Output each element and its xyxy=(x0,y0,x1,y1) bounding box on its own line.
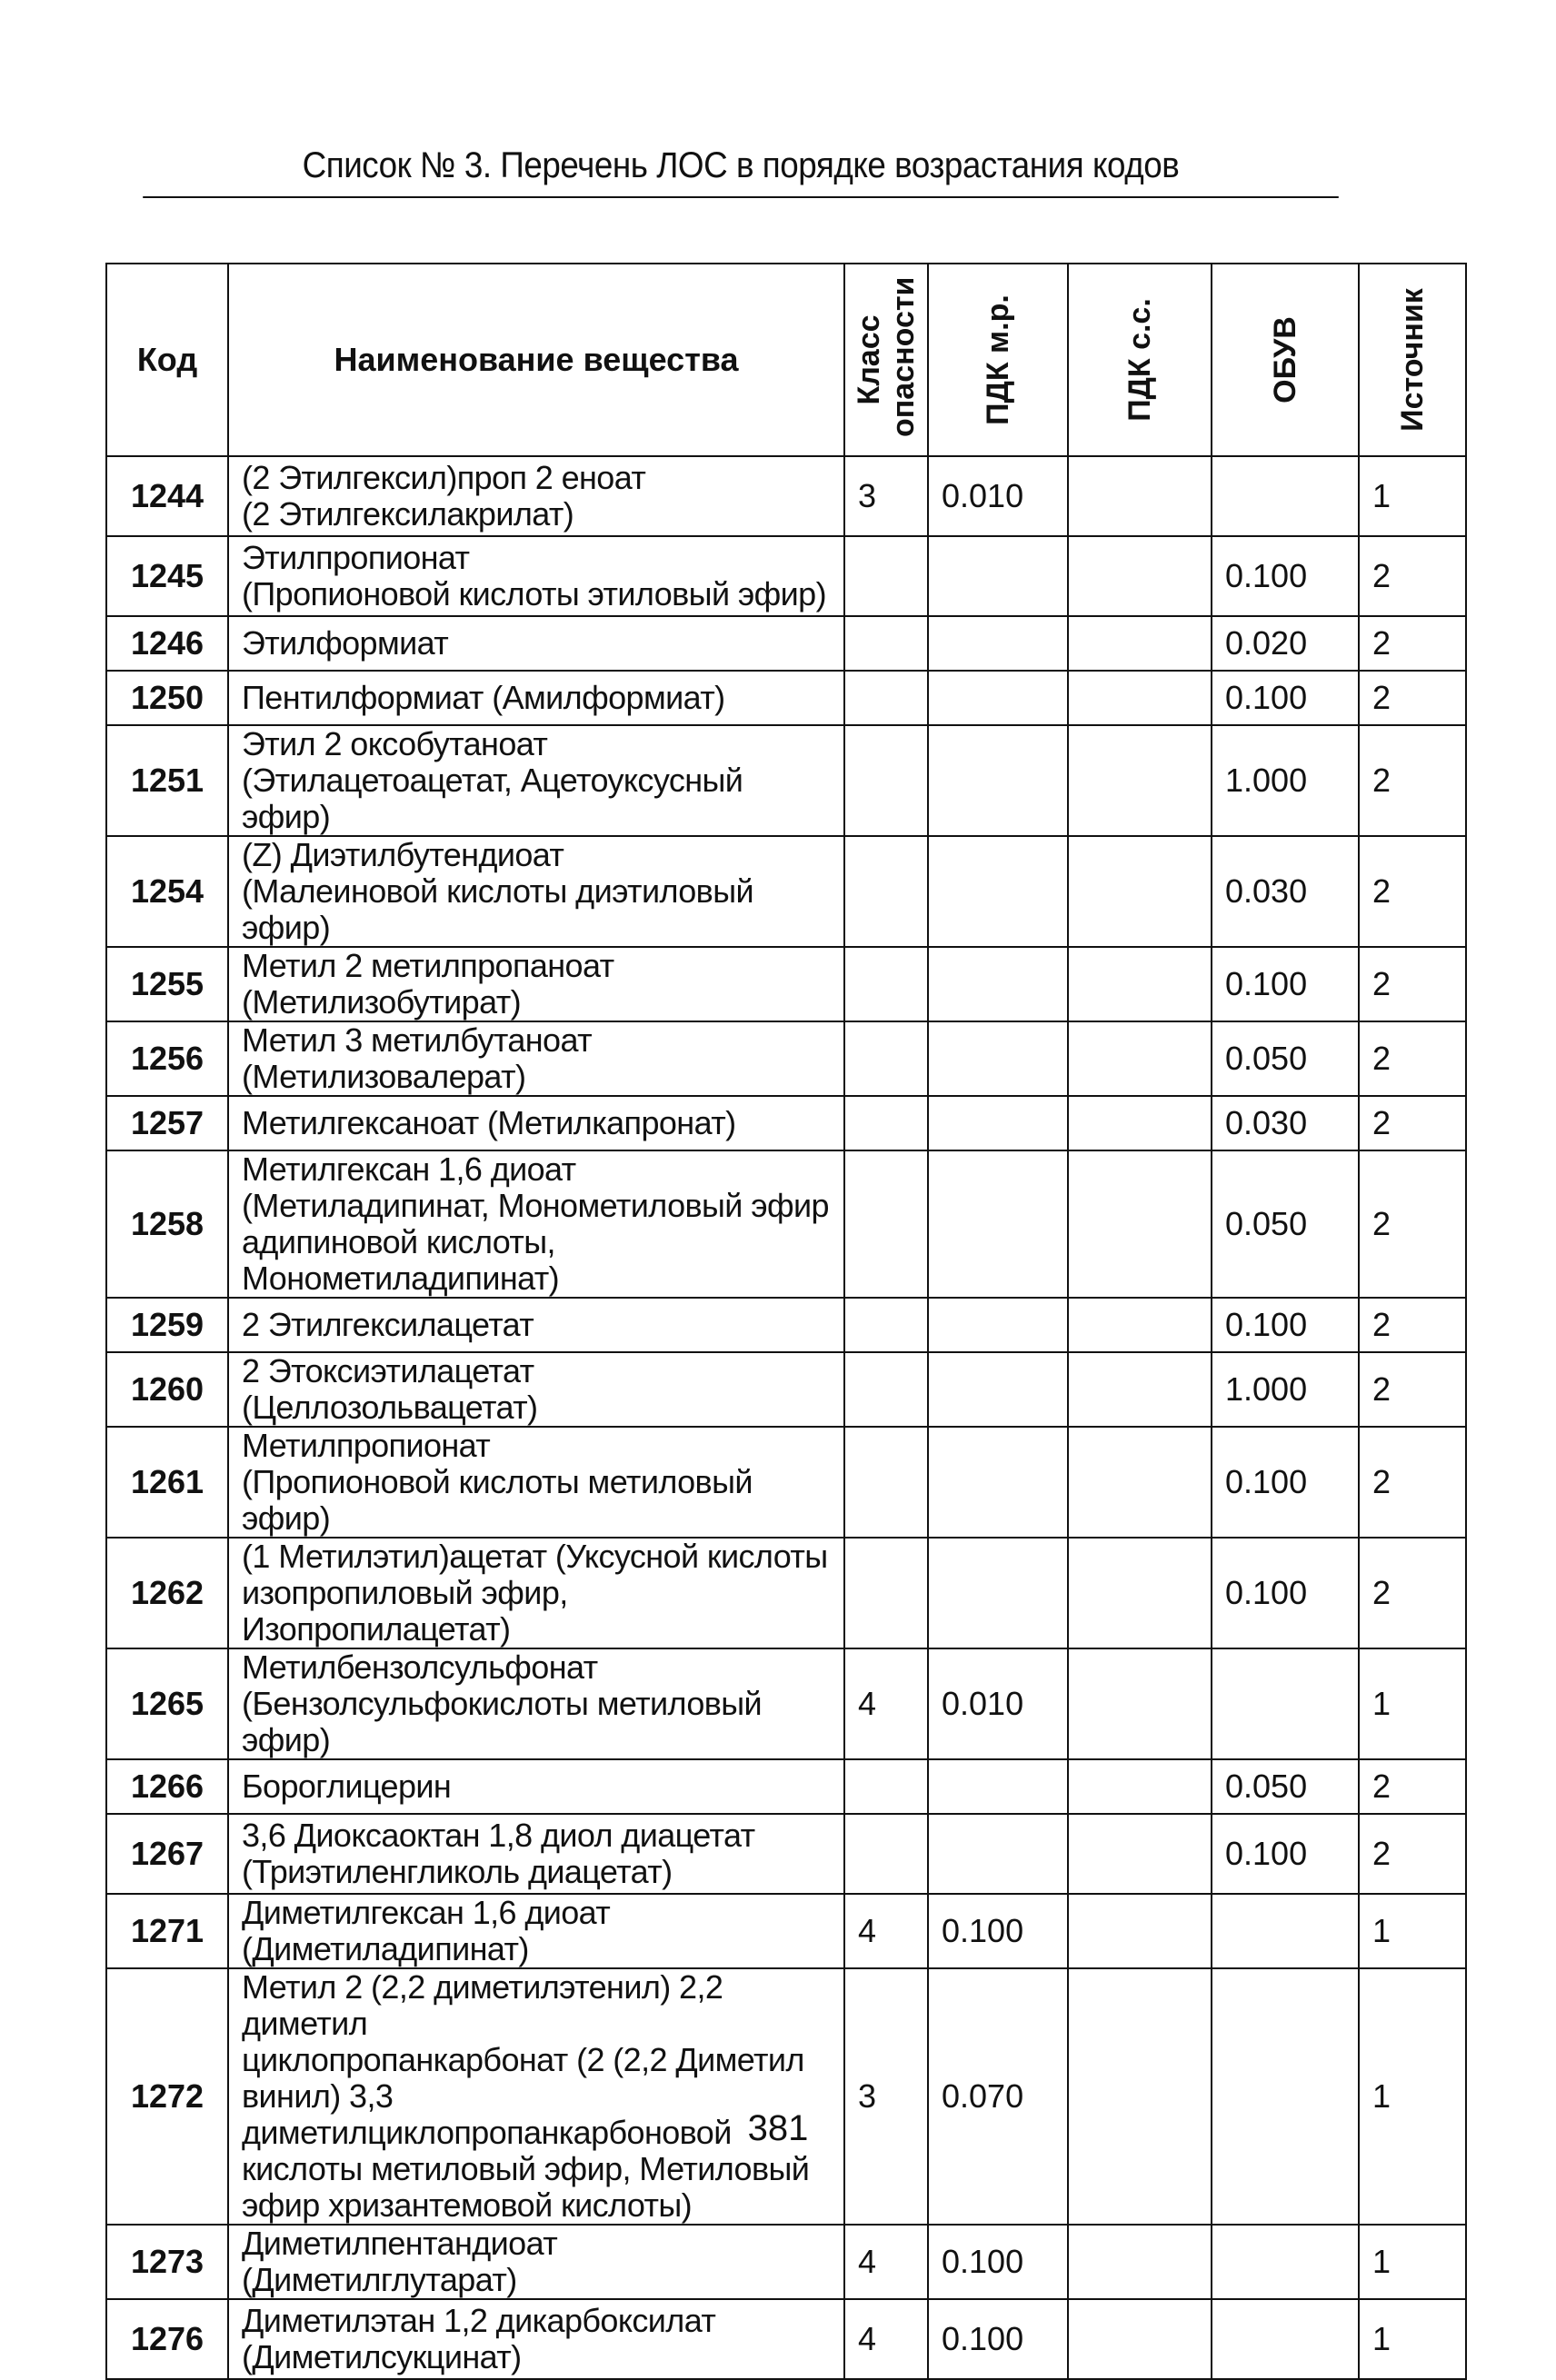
cell-hazard-class: 4 xyxy=(844,2225,928,2299)
cell-hazard-class xyxy=(844,725,928,836)
header-source-label: Источник xyxy=(1395,288,1430,432)
cell-hazard-class xyxy=(844,671,928,725)
cell-source: 2 xyxy=(1359,1352,1466,1427)
cell-hazard-class xyxy=(844,836,928,947)
cell-source: 1 xyxy=(1359,1648,1466,1759)
cell-hazard-class: 4 xyxy=(844,1894,928,1968)
cell-pdk-mr: 0.100 xyxy=(928,1894,1068,1968)
cell-obuv xyxy=(1212,2225,1359,2299)
table-row xyxy=(106,947,1466,1021)
cell-pdk-ss xyxy=(1068,1352,1212,1427)
cell-obuv: 0.030 xyxy=(1212,1096,1359,1150)
cell-pdk-mr xyxy=(928,1096,1068,1150)
cell-source: 1 xyxy=(1359,1968,1466,2225)
cell-pdk-mr xyxy=(928,725,1068,836)
cell-pdk-mr xyxy=(928,616,1068,671)
cell-obuv: 0.100 xyxy=(1212,536,1359,616)
header-name: Наименование вещества xyxy=(228,264,844,456)
cell-source: 2 xyxy=(1359,1759,1466,1814)
cell-hazard-class xyxy=(844,1096,928,1150)
cell-name: 3,6 Диоксаоктан 1,8 диол диацетат (Триэтиленгликоль диацетат) xyxy=(228,1814,844,1894)
cell-source: 2 xyxy=(1359,1298,1466,1352)
header-pdk-mr xyxy=(928,264,1068,456)
cell-name: Метилгексан 1,6 диоат (Метиладипинат, Монометиловый эфир адипиновой кислоты, Монометиладипинат) xyxy=(228,1150,844,1298)
cell-pdk-ss xyxy=(1068,947,1212,1021)
table-row xyxy=(106,456,1466,536)
cell-code: 1266 xyxy=(106,1759,228,1814)
table-row xyxy=(106,1021,1466,1096)
table-header-row xyxy=(106,264,1466,456)
cell-obuv: 1.000 xyxy=(1212,725,1359,836)
cell-pdk-ss xyxy=(1068,456,1212,536)
cell-name: Этил 2 оксобутаноат (Этилацетоацетат, Ацетоуксусный эфир) xyxy=(228,725,844,836)
cell-code: 1259 xyxy=(106,1298,228,1352)
cell-obuv xyxy=(1212,1968,1359,2225)
cell-name: Метилбензолсульфонат (Бензолсульфокислоты метиловый эфир) xyxy=(228,1648,844,1759)
cell-hazard-class xyxy=(844,1298,928,1352)
cell-pdk-mr xyxy=(928,1352,1068,1427)
header-obuv xyxy=(1212,264,1359,456)
cell-name: Диметилэтан 1,2 дикарбоксилат (Диметилсукцинат) xyxy=(228,2299,844,2379)
cell-pdk-ss xyxy=(1068,1814,1212,1894)
cell-source: 2 xyxy=(1359,725,1466,836)
cell-hazard-class xyxy=(844,616,928,671)
cell-pdk-ss xyxy=(1068,1021,1212,1096)
header-pdk-ss-label: ПДК с.с. xyxy=(1122,298,1157,422)
cell-code: 1260 xyxy=(106,1352,228,1427)
cell-source: 2 xyxy=(1359,616,1466,671)
cell-pdk-mr xyxy=(928,1150,1068,1298)
cell-obuv: 0.100 xyxy=(1212,947,1359,1021)
cell-name: Бороглицерин xyxy=(228,1759,844,1814)
table-row xyxy=(106,1096,1466,1150)
substances-table xyxy=(105,263,1467,2380)
cell-name: Метил 3 метилбутаноат (Метилизовалерат) xyxy=(228,1021,844,1096)
table-row xyxy=(106,1352,1466,1427)
cell-obuv xyxy=(1212,1648,1359,1759)
table-row xyxy=(106,2299,1466,2379)
cell-code: 1245 xyxy=(106,536,228,616)
cell-source: 2 xyxy=(1359,1096,1466,1150)
cell-pdk-ss xyxy=(1068,1298,1212,1352)
header-pdk-ss xyxy=(1068,264,1212,456)
cell-pdk-mr xyxy=(928,1427,1068,1538)
cell-pdk-ss xyxy=(1068,1968,1212,2225)
cell-code: 1251 xyxy=(106,725,228,836)
cell-pdk-mr xyxy=(928,1759,1068,1814)
cell-code: 1258 xyxy=(106,1150,228,1298)
cell-name: Метилгексаноат (Метилкапронат) xyxy=(228,1096,844,1150)
cell-code: 1262 xyxy=(106,1538,228,1648)
cell-obuv: 0.050 xyxy=(1212,1759,1359,1814)
header-hazard-class-label: Класс опасности xyxy=(852,276,921,437)
cell-source: 2 xyxy=(1359,947,1466,1021)
cell-pdk-ss xyxy=(1068,725,1212,836)
cell-pdk-ss xyxy=(1068,2225,1212,2299)
cell-pdk-mr xyxy=(928,947,1068,1021)
cell-pdk-mr xyxy=(928,1298,1068,1352)
cell-obuv xyxy=(1212,1894,1359,1968)
cell-pdk-ss xyxy=(1068,616,1212,671)
cell-source: 1 xyxy=(1359,2299,1466,2379)
cell-obuv: 1.000 xyxy=(1212,1352,1359,1427)
cell-code: 1273 xyxy=(106,2225,228,2299)
cell-obuv: 0.100 xyxy=(1212,1814,1359,1894)
cell-pdk-mr: 0.100 xyxy=(928,2225,1068,2299)
table-row xyxy=(106,1814,1466,1894)
cell-pdk-mr xyxy=(928,1538,1068,1648)
cell-hazard-class: 4 xyxy=(844,1648,928,1759)
table-row xyxy=(106,836,1466,947)
cell-name: Метил 2 (2,2 диметилэтенил) 2,2 диметил циклопропанкарбонат (2 (2,2 Диметил винил) 3,3 диметилциклопропанкарбоновой кислоты метиловый эфир, Метиловый эфир хризантемовой кислоты) xyxy=(228,1968,844,2225)
cell-name: Этилформиат xyxy=(228,616,844,671)
cell-source: 2 xyxy=(1359,1538,1466,1648)
cell-hazard-class: 3 xyxy=(844,1968,928,2225)
cell-hazard-class xyxy=(844,1427,928,1538)
cell-code: 1261 xyxy=(106,1427,228,1538)
cell-source: 1 xyxy=(1359,2225,1466,2299)
cell-hazard-class xyxy=(844,947,928,1021)
header-source xyxy=(1359,264,1466,456)
cell-name: Пентилформиат (Амилформиат) xyxy=(228,671,844,725)
cell-code: 1255 xyxy=(106,947,228,1021)
cell-hazard-class xyxy=(844,536,928,616)
cell-code: 1246 xyxy=(106,616,228,671)
cell-name: Диметилпентандиоат (Диметилглутарат) xyxy=(228,2225,844,2299)
cell-hazard-class xyxy=(844,1352,928,1427)
cell-pdk-ss xyxy=(1068,1150,1212,1298)
cell-name: (Z) Диэтилбутендиоат (Малеиновой кислоты диэтиловый эфир) xyxy=(228,836,844,947)
cell-name: Этилпропионат (Пропионовой кислоты этиловый эфир) xyxy=(228,536,844,616)
cell-source: 2 xyxy=(1359,1427,1466,1538)
cell-code: 1254 xyxy=(106,836,228,947)
cell-name: Метил 2 метилпропаноат (Метилизобутират) xyxy=(228,947,844,1021)
cell-name: 2 Этилгексилацетат xyxy=(228,1298,844,1352)
cell-hazard-class: 3 xyxy=(844,456,928,536)
cell-source: 1 xyxy=(1359,456,1466,536)
cell-pdk-mr xyxy=(928,836,1068,947)
cell-pdk-ss xyxy=(1068,671,1212,725)
cell-obuv: 0.050 xyxy=(1212,1021,1359,1096)
table-row xyxy=(106,1648,1466,1759)
header-code: Код xyxy=(106,264,228,456)
cell-name: 2 Этоксиэтилацетат (Целлозольвацетат) xyxy=(228,1352,844,1427)
cell-obuv: 0.100 xyxy=(1212,1538,1359,1648)
header-pdk-mr-label: ПДК м.р. xyxy=(981,294,1015,425)
cell-code: 1276 xyxy=(106,2299,228,2379)
cell-code: 1250 xyxy=(106,671,228,725)
cell-code: 1272 xyxy=(106,1968,228,2225)
cell-hazard-class xyxy=(844,1021,928,1096)
cell-obuv: 0.050 xyxy=(1212,1150,1359,1298)
cell-obuv: 0.100 xyxy=(1212,1427,1359,1538)
page-title: Список № 3. Перечень ЛОС в порядке возрастания кодов xyxy=(143,145,1339,198)
cell-pdk-mr: 0.010 xyxy=(928,1648,1068,1759)
table-row xyxy=(106,536,1466,616)
cell-pdk-mr: 0.100 xyxy=(928,2299,1068,2379)
cell-name: (1 Метилэтил)ацетат (Уксусной кислоты изопропиловый эфир, Изопропилацетат) xyxy=(228,1538,844,1648)
cell-obuv xyxy=(1212,456,1359,536)
cell-pdk-ss xyxy=(1068,2299,1212,2379)
table-row xyxy=(106,1538,1466,1648)
cell-pdk-mr xyxy=(928,1021,1068,1096)
cell-pdk-ss xyxy=(1068,536,1212,616)
table-row xyxy=(106,1150,1466,1298)
cell-hazard-class: 4 xyxy=(844,2299,928,2379)
table-row xyxy=(106,1427,1466,1538)
cell-pdk-ss xyxy=(1068,836,1212,947)
cell-source: 2 xyxy=(1359,1021,1466,1096)
cell-pdk-ss xyxy=(1068,1648,1212,1759)
cell-pdk-ss xyxy=(1068,1538,1212,1648)
cell-hazard-class xyxy=(844,1150,928,1298)
cell-source: 2 xyxy=(1359,536,1466,616)
cell-code: 1256 xyxy=(106,1021,228,1096)
cell-pdk-mr xyxy=(928,536,1068,616)
table-row xyxy=(106,1894,1466,1968)
cell-pdk-ss xyxy=(1068,1894,1212,1968)
cell-pdk-mr xyxy=(928,1814,1068,1894)
cell-code: 1257 xyxy=(106,1096,228,1150)
cell-obuv: 0.030 xyxy=(1212,836,1359,947)
cell-hazard-class xyxy=(844,1538,928,1648)
cell-code: 1271 xyxy=(106,1894,228,1968)
cell-name: Диметилгексан 1,6 диоат (Диметиладипинат) xyxy=(228,1894,844,1968)
cell-name: (2 Этилгексил)проп 2 еноат (2 Этилгексилакрилат) xyxy=(228,456,844,536)
table-row xyxy=(106,671,1466,725)
cell-obuv: 0.100 xyxy=(1212,1298,1359,1352)
table-row xyxy=(106,1968,1466,2225)
cell-obuv: 0.020 xyxy=(1212,616,1359,671)
cell-code: 1265 xyxy=(106,1648,228,1759)
cell-hazard-class xyxy=(844,1814,928,1894)
cell-pdk-mr: 0.010 xyxy=(928,456,1068,536)
cell-source: 2 xyxy=(1359,836,1466,947)
cell-hazard-class xyxy=(844,1759,928,1814)
cell-pdk-mr: 0.070 xyxy=(928,1968,1068,2225)
cell-source: 2 xyxy=(1359,1150,1466,1298)
cell-pdk-ss xyxy=(1068,1427,1212,1538)
cell-pdk-ss xyxy=(1068,1096,1212,1150)
table-body xyxy=(106,456,1466,2379)
page-number: 381 xyxy=(747,2108,809,2148)
cell-source: 2 xyxy=(1359,671,1466,725)
cell-obuv: 0.100 xyxy=(1212,671,1359,725)
table-row xyxy=(106,725,1466,836)
cell-obuv xyxy=(1212,2299,1359,2379)
cell-code: 1267 xyxy=(106,1814,228,1894)
cell-name: Метилпропионат (Пропионовой кислоты метиловый эфир) xyxy=(228,1427,844,1538)
table-row xyxy=(106,1298,1466,1352)
cell-pdk-mr xyxy=(928,671,1068,725)
cell-pdk-ss xyxy=(1068,1759,1212,1814)
cell-source: 1 xyxy=(1359,1894,1466,1968)
table-row xyxy=(106,616,1466,671)
table-row xyxy=(106,2225,1466,2299)
table-row xyxy=(106,1759,1466,1814)
cell-source: 2 xyxy=(1359,1814,1466,1894)
header-obuv-label: ОБУВ xyxy=(1268,316,1302,403)
cell-code: 1244 xyxy=(106,456,228,536)
header-hazard-class xyxy=(844,264,928,456)
